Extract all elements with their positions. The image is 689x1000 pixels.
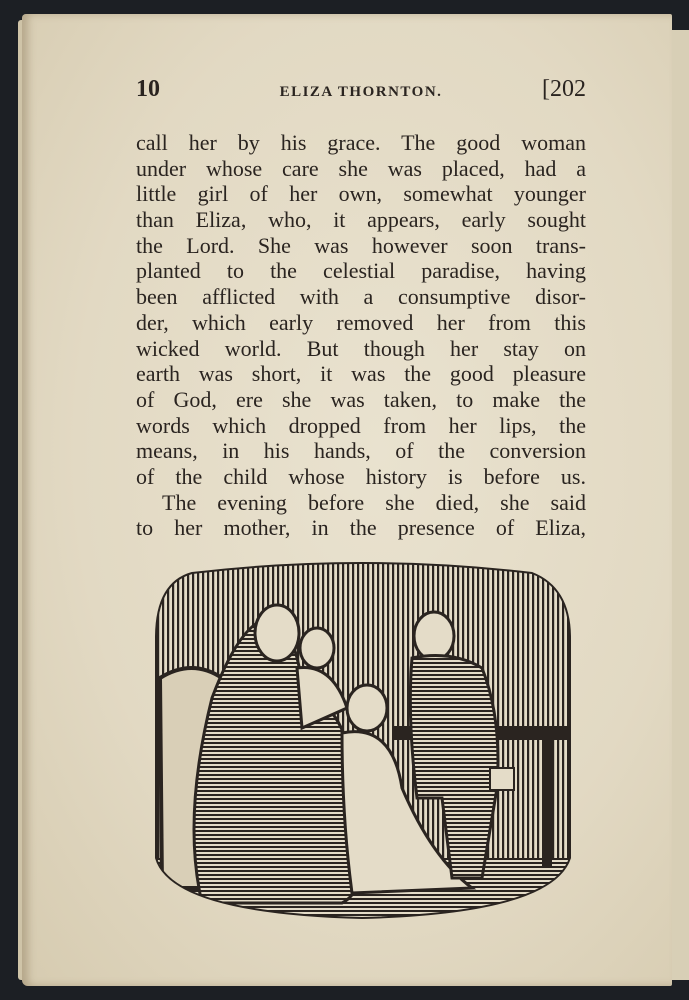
text-line: little girl of her own, somewhat younger [136, 181, 586, 207]
text-line: earth was short, it was the good pleasure [136, 361, 586, 387]
signature-mark: [202 [542, 76, 586, 102]
text-line: planted to the celestial paradise, having [136, 258, 586, 284]
running-title: ELIZA THORNTON. [279, 84, 443, 100]
text-line: means, in his hands, of the conversion [136, 438, 586, 464]
text-line: under whose care she was placed, had a [136, 155, 586, 181]
text-line: of God, ere she was taken, to make the [136, 386, 586, 412]
text-line: than Eliza, who, it appears, early sought [136, 207, 586, 233]
text-line: words which dropped from her lips, the [136, 412, 586, 438]
text-line: The evening before she died, she said [162, 489, 586, 515]
text-line: been afflicted with a consumptive disor- [136, 284, 586, 310]
text-line: of the child whose history is before us. [136, 463, 586, 489]
text-line: wicked world. But though her stay on [136, 335, 586, 361]
page-number: 10 [136, 76, 160, 102]
text-line: der, which early removed her from this [136, 309, 586, 335]
body-text [136, 130, 586, 541]
text-line: to her mother, in the presence of Eliza, [136, 515, 586, 541]
woodcut-illustration [152, 558, 572, 923]
facing-page-edge [672, 30, 689, 980]
text-line: call her by his grace. The good woman [136, 130, 586, 155]
text-line: the Lord. She was however soon trans- [136, 232, 586, 258]
running-header [136, 76, 586, 106]
